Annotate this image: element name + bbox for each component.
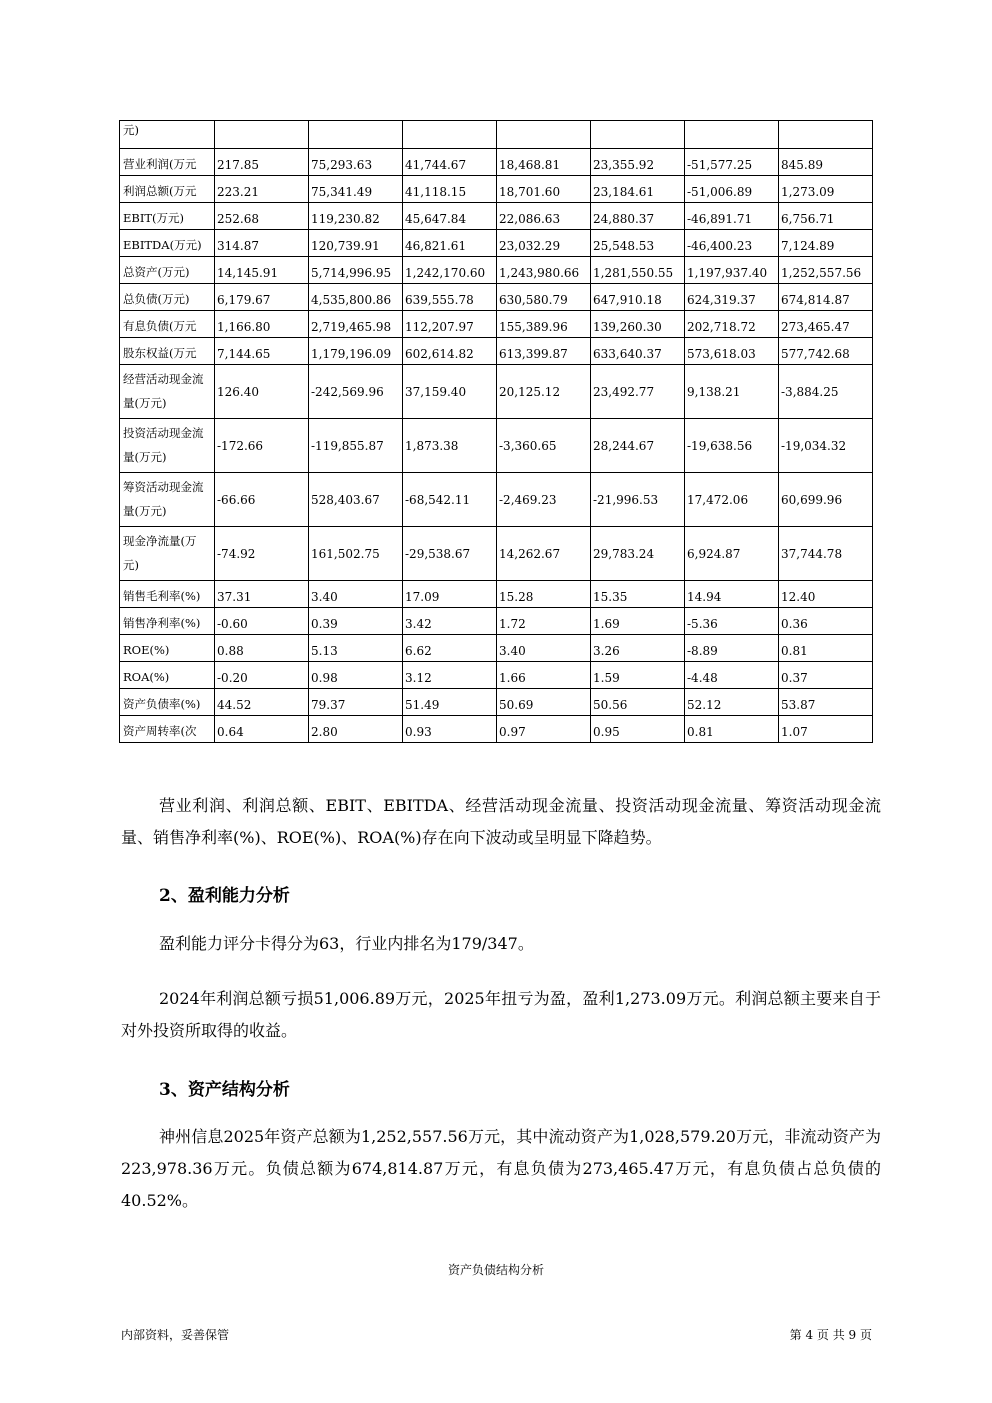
- table-cell: 15.28: [497, 581, 591, 608]
- trend-paragraph: 营业利润、利润总额、EBIT、EBITDA、经营活动现金流量、投资活动现金流量、筹资活动现金流量、销售净利率(%)、ROE(%)、ROA(%)存在向下波动或呈明显下降趋势。: [121, 796, 881, 847]
- table-cell: 161,502.75: [309, 527, 403, 581]
- row-label: 总资产(万元): [120, 257, 215, 284]
- chart-caption: 资产负债结构分析: [447, 1263, 544, 1277]
- table-cell: 252.68: [215, 203, 309, 230]
- row-label: 筹资活动现金流量(万元): [120, 473, 215, 527]
- table-cell: -51,577.25: [685, 149, 779, 176]
- table-cell: 23,355.92: [591, 149, 685, 176]
- table-cell: 79.37: [309, 689, 403, 716]
- table-row: [120, 527, 873, 581]
- row-label: 现金净流量(万元): [120, 527, 215, 581]
- table-cell: -242,569.96: [309, 365, 403, 419]
- table-cell: 6,756.71: [779, 203, 873, 230]
- table-cell: 155,389.96: [497, 311, 591, 338]
- table-cell: 50.69: [497, 689, 591, 716]
- table-cell: 1,873.38: [403, 419, 497, 473]
- table-cell: -46,400.23: [685, 230, 779, 257]
- table-cell: -5.36: [685, 608, 779, 635]
- table-cell: 37,159.40: [403, 365, 497, 419]
- table-cell: 120,739.91: [309, 230, 403, 257]
- table-cell: 1,273.09: [779, 176, 873, 203]
- table-cell: -29,538.67: [403, 527, 497, 581]
- table-cell: 50.56: [591, 689, 685, 716]
- table-cell: 1.07: [779, 716, 873, 743]
- table-cell: [497, 121, 591, 149]
- table-cell: 51.49: [403, 689, 497, 716]
- table-cell: -74.92: [215, 527, 309, 581]
- row-label: 营业利润(万元: [120, 149, 215, 176]
- table-row: [120, 419, 873, 473]
- table-cell: -19,034.32: [779, 419, 873, 473]
- table-cell: 528,403.67: [309, 473, 403, 527]
- row-label: 元): [120, 121, 215, 149]
- table-cell: 223.21: [215, 176, 309, 203]
- table-cell: 1,197,937.40: [685, 257, 779, 284]
- table-cell: 60,699.96: [779, 473, 873, 527]
- row-label: 资产周转率(次: [120, 716, 215, 743]
- table-cell: 0.64: [215, 716, 309, 743]
- table-cell: 14,145.91: [215, 257, 309, 284]
- table-cell: 44.52: [215, 689, 309, 716]
- table-row: [120, 230, 873, 257]
- table-cell: 7,124.89: [779, 230, 873, 257]
- table-cell: 4,535,800.86: [309, 284, 403, 311]
- table-row: [120, 338, 873, 365]
- section-heading-asset-structure: 3、资产结构分析: [159, 1080, 290, 1100]
- table-cell: 139,260.30: [591, 311, 685, 338]
- table-cell: 25,548.53: [591, 230, 685, 257]
- row-label: ROE(%): [120, 635, 215, 662]
- table-cell: -3,360.65: [497, 419, 591, 473]
- table-cell: 202,718.72: [685, 311, 779, 338]
- table-cell: -21,996.53: [591, 473, 685, 527]
- table-cell: 22,086.63: [497, 203, 591, 230]
- row-label: 资产负债率(%): [120, 689, 215, 716]
- table-cell: [215, 121, 309, 149]
- table-cell: 613,399.87: [497, 338, 591, 365]
- table-cell: 12.40: [779, 581, 873, 608]
- table-cell: 6,179.67: [215, 284, 309, 311]
- table-cell: 119,230.82: [309, 203, 403, 230]
- table-cell: -119,855.87: [309, 419, 403, 473]
- table-cell: 2.80: [309, 716, 403, 743]
- table-cell: 1,281,550.55: [591, 257, 685, 284]
- row-label: 投资活动现金流量(万元): [120, 419, 215, 473]
- row-label: EBIT(万元): [120, 203, 215, 230]
- table-row: [120, 581, 873, 608]
- table-cell: 24,880.37: [591, 203, 685, 230]
- table-cell: -3,884.25: [779, 365, 873, 419]
- table-cell: 53.87: [779, 689, 873, 716]
- table-cell: [403, 121, 497, 149]
- table-cell: 1,179,196.09: [309, 338, 403, 365]
- table-cell: 29,783.24: [591, 527, 685, 581]
- table-row: [120, 365, 873, 419]
- table-cell: 0.93: [403, 716, 497, 743]
- table-cell: 2,719,465.98: [309, 311, 403, 338]
- table-cell: 630,580.79: [497, 284, 591, 311]
- table-cell: 647,910.18: [591, 284, 685, 311]
- table-cell: 0.36: [779, 608, 873, 635]
- table-cell: -19,638.56: [685, 419, 779, 473]
- table-cell: 126.40: [215, 365, 309, 419]
- table-row: [120, 311, 873, 338]
- table-cell: -0.20: [215, 662, 309, 689]
- table-cell: -172.66: [215, 419, 309, 473]
- table-cell: 674,814.87: [779, 284, 873, 311]
- table-cell: 314.87: [215, 230, 309, 257]
- table-cell: 3.42: [403, 608, 497, 635]
- table-cell: 3.12: [403, 662, 497, 689]
- table-cell: 17.09: [403, 581, 497, 608]
- table-cell: 23,032.29: [497, 230, 591, 257]
- table-cell: 20,125.12: [497, 365, 591, 419]
- row-label: ROA(%): [120, 662, 215, 689]
- table-cell: 1,243,980.66: [497, 257, 591, 284]
- table-cell: [685, 121, 779, 149]
- table-cell: 41,118.15: [403, 176, 497, 203]
- table-cell: 75,341.49: [309, 176, 403, 203]
- table-cell: 18,701.60: [497, 176, 591, 203]
- table-cell: 0.88: [215, 635, 309, 662]
- table-cell: 14.94: [685, 581, 779, 608]
- row-label: 销售净利率(%): [120, 608, 215, 635]
- table-cell: 577,742.68: [779, 338, 873, 365]
- table-cell: 0.81: [685, 716, 779, 743]
- table-cell: 3.40: [309, 581, 403, 608]
- table-cell: -66.66: [215, 473, 309, 527]
- table-cell: 5,714,996.95: [309, 257, 403, 284]
- table-cell: 6,924.87: [685, 527, 779, 581]
- table-row: [120, 149, 873, 176]
- row-label: 股东权益(万元: [120, 338, 215, 365]
- profitability-score-paragraph: 盈利能力评分卡得分为63，行业内排名为179/347。: [159, 934, 534, 953]
- row-label: 利润总额(万元: [120, 176, 215, 203]
- table-row: [120, 635, 873, 662]
- table-cell: 1.69: [591, 608, 685, 635]
- table-cell: 23,492.77: [591, 365, 685, 419]
- table-cell: [779, 121, 873, 149]
- table-cell: 0.81: [779, 635, 873, 662]
- table-row: [120, 473, 873, 527]
- row-label: 销售毛利率(%): [120, 581, 215, 608]
- table-cell: 273,465.47: [779, 311, 873, 338]
- table-cell: 1.66: [497, 662, 591, 689]
- table-cell: 639,555.78: [403, 284, 497, 311]
- table-cell: 1,252,557.56: [779, 257, 873, 284]
- table-cell: 0.98: [309, 662, 403, 689]
- table-cell: [591, 121, 685, 149]
- asset-structure-paragraph: 神州信息2025年资产总额为1,252,557.56万元，其中流动资产为1,028,579.20万元，非流动资产为223,978.36万元。负债总额为674,814.87万元，有息负债为273,465.47万元，有息负债占总负债的40.52%。: [121, 1127, 881, 1210]
- table-row: [120, 716, 873, 743]
- row-label: 总负债(万元): [120, 284, 215, 311]
- table-row: [120, 176, 873, 203]
- table-cell: 1,166.80: [215, 311, 309, 338]
- table-cell: -46,891.71: [685, 203, 779, 230]
- table-row: [120, 689, 873, 716]
- table-cell: 112,207.97: [403, 311, 497, 338]
- row-label: 经营活动现金流量(万元): [120, 365, 215, 419]
- table-row: [120, 284, 873, 311]
- table-cell: 6.62: [403, 635, 497, 662]
- table-cell: -0.60: [215, 608, 309, 635]
- table-cell: 1.72: [497, 608, 591, 635]
- table-cell: 7,144.65: [215, 338, 309, 365]
- table-cell: -4.48: [685, 662, 779, 689]
- table-cell: 217.85: [215, 149, 309, 176]
- table-cell: 18,468.81: [497, 149, 591, 176]
- table-cell: 23,184.61: [591, 176, 685, 203]
- table-cell: 0.97: [497, 716, 591, 743]
- table-cell: -8.89: [685, 635, 779, 662]
- table-cell: 14,262.67: [497, 527, 591, 581]
- table-row: [120, 257, 873, 284]
- table-cell: 46,821.61: [403, 230, 497, 257]
- table-cell: 15.35: [591, 581, 685, 608]
- table-cell: 1.59: [591, 662, 685, 689]
- table-cell: 52.12: [685, 689, 779, 716]
- table-cell: 573,618.03: [685, 338, 779, 365]
- profit-total-paragraph: 2024年利润总额亏损51,006.89万元，2025年扭亏为盈，盈利1,273.09万元。利润总额主要来自于对外投资所取得的收益。: [121, 989, 881, 1040]
- table-cell: 3.26: [591, 635, 685, 662]
- table-row: [120, 203, 873, 230]
- footer-page-number: 第 4 页 共 9 页: [789, 1328, 872, 1342]
- table-body: [120, 121, 873, 743]
- table-cell: 1,242,170.60: [403, 257, 497, 284]
- table-cell: 37,744.78: [779, 527, 873, 581]
- table-cell: 624,319.37: [685, 284, 779, 311]
- table-row: [120, 121, 873, 149]
- table-cell: 845.89: [779, 149, 873, 176]
- table-cell: 5.13: [309, 635, 403, 662]
- table-row: [120, 608, 873, 635]
- table-cell: -51,006.89: [685, 176, 779, 203]
- table-cell: 45,647.84: [403, 203, 497, 230]
- table-cell: 0.39: [309, 608, 403, 635]
- row-label: 有息负债(万元: [120, 311, 215, 338]
- section-heading-profitability: 2、盈利能力分析: [159, 886, 290, 906]
- table-cell: -68,542.11: [403, 473, 497, 527]
- table-cell: 602,614.82: [403, 338, 497, 365]
- table-cell: 3.40: [497, 635, 591, 662]
- row-label: EBITDA(万元): [120, 230, 215, 257]
- table-cell: 28,244.67: [591, 419, 685, 473]
- table-cell: 75,293.63: [309, 149, 403, 176]
- table-cell: -2,469.23: [497, 473, 591, 527]
- table-cell: 0.37: [779, 662, 873, 689]
- footer-confidential-note: 内部资料，妥善保管: [121, 1328, 230, 1342]
- table-cell: 633,640.37: [591, 338, 685, 365]
- table-row: [120, 662, 873, 689]
- table-cell: 0.95: [591, 716, 685, 743]
- table-cell: 9,138.21: [685, 365, 779, 419]
- table-cell: 17,472.06: [685, 473, 779, 527]
- table-cell: 37.31: [215, 581, 309, 608]
- financial-indicators-table: [119, 120, 873, 743]
- table-cell: 41,744.67: [403, 149, 497, 176]
- table-cell: [309, 121, 403, 149]
